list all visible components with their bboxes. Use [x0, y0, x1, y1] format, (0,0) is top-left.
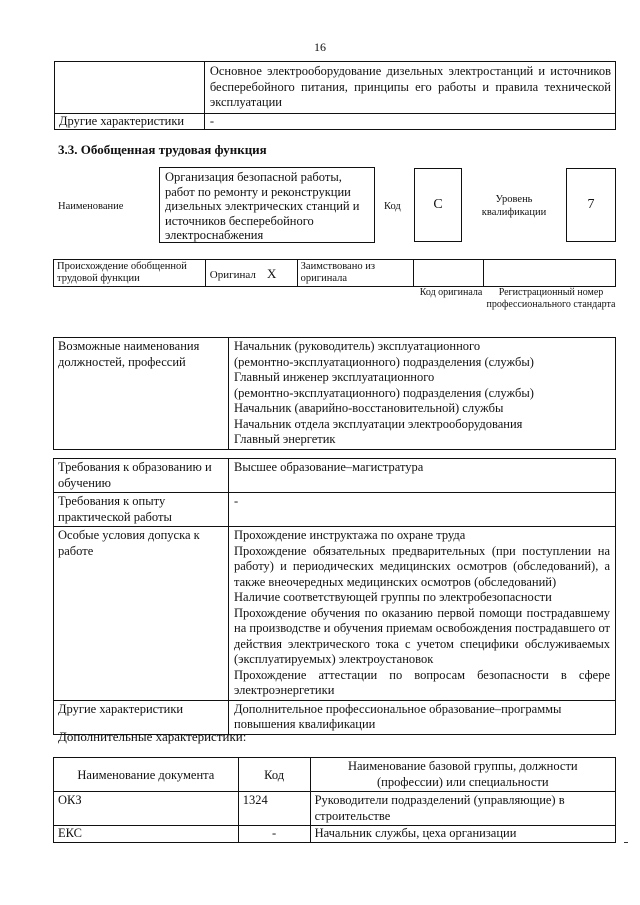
education-value: Высшее образование–магистратура: [234, 460, 424, 474]
other-value: Дополнительное профессиональное образование–программы повышения квалификации: [234, 701, 562, 731]
other-label: Другие характеристики: [58, 701, 184, 716]
experience-value: -: [234, 494, 239, 508]
header-code: Код: [238, 758, 310, 792]
scan-mark: [624, 842, 628, 843]
experience-value-cell: [229, 493, 616, 527]
experience-label: Требования к опыту практической работы: [58, 494, 172, 524]
borrowed-cell: [297, 260, 413, 287]
condition-item: Прохождение обязательных предварительных (при поступлении на работу) и периодических медицинских осмотров (обследований), а также внеочередных медицинских осмотров (обследований): [234, 543, 610, 589]
code-caption: Код оригинала: [419, 287, 483, 298]
header-doc-name: Наименование документа: [54, 758, 239, 792]
name-label: Наименование: [58, 201, 124, 212]
position-item: (ремонтно-эксплуатационного) подразделения (службы): [234, 354, 534, 369]
condition-item: Прохождение обучения по оказанию первой помощи пострадавшему на производстве и обучения приемам освобождения пострадавшего от действия электрического тока с учетом специфики обслуживаемых (эксплуатируемых) электроустановок: [234, 605, 610, 666]
reg-number-cell: [484, 260, 616, 287]
condition-item: Прохождение аттестации по вопросам безопасности в сфере электроэнергетики: [234, 667, 610, 697]
position-item: Главный энергетик: [234, 432, 336, 446]
position-item: Начальник (аварийно-восстановительной) службы: [234, 401, 504, 415]
requirements-table: [53, 458, 616, 735]
reg-caption: Регистрационный номер профессионального стандарта: [486, 287, 616, 310]
knowledge-cell: [204, 62, 615, 114]
page-number: 16: [314, 40, 326, 54]
table-row: [54, 260, 616, 287]
conditions-value-cell: [229, 527, 616, 701]
section-title: 3.3. Обобщенная трудовая функция: [58, 142, 267, 157]
position-item: Главный инженер эксплуатационного: [234, 370, 435, 384]
education-label: Требования к образованию и обучению: [58, 460, 212, 490]
table-row: [54, 527, 616, 701]
position-item: Начальник (руководитель) эксплуатационного: [234, 339, 481, 353]
experience-label-cell: [54, 493, 229, 527]
additional-heading: Дополнительные характеристики:: [58, 729, 247, 744]
name-value: Организация безопасной работы, работ по ремонту и реконструкции дизельных электрических станций и источников бесперебойного электроснабжения: [165, 170, 360, 242]
origin-label: Происхождение обобщенной трудовой функции: [57, 261, 187, 284]
level-box: [566, 168, 616, 242]
original-cell: [205, 260, 297, 287]
code-label: Код: [384, 201, 401, 212]
row-code: 1324: [238, 792, 310, 826]
row-doc-name: ЕКС: [54, 826, 239, 843]
positions-value-cell: [229, 338, 616, 450]
table-row: [54, 459, 616, 493]
row-group-name: Руководители подразделений (управляющие) в строительстве: [310, 792, 615, 826]
origin-code-cell: [413, 260, 484, 287]
positions-table: [53, 337, 616, 450]
condition-item: Прохождение инструктажа по охране труда: [234, 528, 466, 542]
positions-label: Возможные наименования должностей, профессий: [58, 339, 200, 369]
origin-label-cell: [54, 260, 206, 287]
table-row: [55, 113, 616, 130]
knowledge-text: Основное электрооборудование дизельных электростанций и источников бесперебойного питания, принципы его работы и правила технической эксплуатации: [209, 64, 611, 109]
conditions-label-cell: [54, 527, 229, 701]
origin-table: [53, 259, 616, 287]
level-value: 7: [587, 197, 595, 213]
education-value-cell: [229, 459, 616, 493]
table-row: [54, 493, 616, 527]
original-mark: X: [267, 266, 277, 282]
conditions-label: Особые условия допуска к работе: [58, 528, 200, 558]
table-header-row: [54, 758, 616, 792]
header-group-name: Наименование базовой группы, должности (профессии) или специальности: [310, 758, 615, 792]
original-label: Оригинал: [209, 269, 256, 282]
table-row: [55, 62, 616, 114]
education-label-cell: [54, 459, 229, 493]
table-row: [54, 826, 616, 843]
name-box: [159, 167, 375, 243]
code-value: C: [433, 197, 443, 213]
condition-item: Наличие соответствующей группы по электробезопасности: [234, 590, 552, 604]
borrowed-label: Заимствовано из оригинала: [300, 261, 375, 284]
position-item: Начальник отдела эксплуатации электрооборудования: [234, 416, 523, 431]
table-row: [54, 338, 616, 450]
code-box: [414, 168, 462, 242]
row-doc-name: ОКЗ: [54, 792, 239, 826]
table-row: [54, 792, 616, 826]
empty-label-cell: [55, 62, 205, 114]
additional-table: [53, 757, 616, 843]
top-table: [54, 61, 616, 130]
other-value-cell: -: [204, 113, 615, 130]
position-item: (ремонтно-эксплуатационного) подразделения (службы): [234, 385, 534, 400]
row-code: -: [238, 826, 310, 843]
other-value-cell: [229, 700, 616, 734]
positions-label-cell: [54, 338, 229, 450]
row-group-name: Начальник службы, цеха организации: [310, 826, 615, 843]
level-label: Уровень квалификации: [481, 194, 547, 218]
other-label-cell: Другие характеристики: [55, 113, 205, 130]
